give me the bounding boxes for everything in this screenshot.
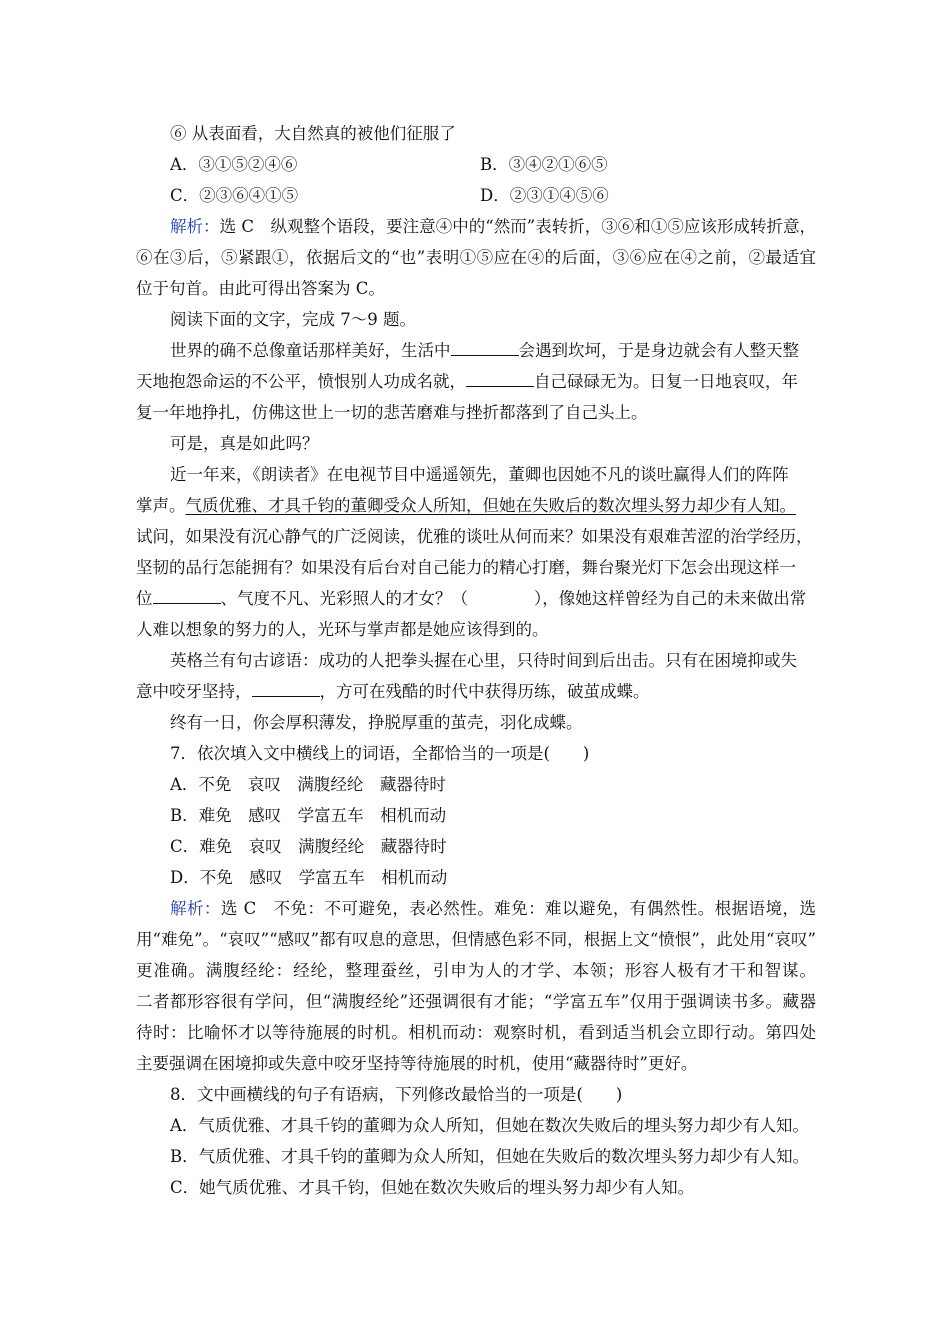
q6-analysis-line — [136, 211, 816, 242]
passage-text: 、气度不凡、光彩照人的才女？（ — [220, 589, 468, 608]
passage-text: 自己碌碌无为。日复一日地哀叹，年 — [534, 372, 798, 391]
analysis-label: 解析： — [170, 217, 220, 236]
passage-line — [136, 676, 816, 707]
q7-analysis-line: 主要强调在困境抑或失意中咬牙坚持等待施展的时机，使用“藏器待时”更好。 — [136, 1054, 698, 1073]
q6-analysis-line: 位于句首。由此可得出答案为 C。 — [136, 279, 385, 298]
q6-analysis-text: 选 C 纵观整个语段，要注意④中的“然而”表转折，③⑥和①⑤应该形成转折意， — [219, 217, 816, 236]
fill-blank-2 — [466, 368, 534, 387]
passage-line: 人难以想象的努力的人，光环与掌声都是她应该得到的。 — [136, 620, 549, 639]
q8-stem: 8．文中画横线的句子有语病，下列修改最恰当的一项是( ) — [170, 1085, 623, 1104]
q6-options-row-1 — [136, 149, 816, 180]
q8-option: A．气质优雅、才具千钧的董卿为众人所知，但她在数次失败后的埋头努力却少有人知。 — [170, 1116, 809, 1135]
q6-option-b: B．③④②①⑥⑤ — [480, 155, 608, 174]
analysis-label: 解析： — [170, 899, 221, 918]
q7-analysis-line: 二者都形容很有学问，但“满腹经纶”还强调很有才能；“学富五车”仅用于强调读书多。藏器 — [136, 992, 816, 1011]
fill-blank-4 — [252, 678, 320, 697]
q7-option: D．不免 感叹 学富五车 相机而动 — [170, 868, 448, 887]
passage-line — [136, 583, 816, 614]
q7-option: A．不免 哀叹 满腹经纶 藏器待时 — [170, 775, 446, 794]
q7-analysis-line — [136, 893, 816, 924]
reading-instruction: 阅读下面的文字，完成 7～9 题。 — [170, 310, 416, 329]
passage-line: 坚韧的品行怎能拥有？如果没有后台对自己能力的精心打磨，舞台聚光灯下怎会出现这样一 — [136, 558, 796, 577]
passage-line — [136, 490, 816, 521]
passage-line: 英格兰有句古谚语：成功的人把拳头握在心里，只待时间到后出击。只有在困境抑或失 — [170, 651, 797, 670]
q7-analysis-line: 用“难免”。“哀叹”“感叹”都有叹息的意思，但情感色彩不同，根据上文“愤恨”，此处用“哀叹” — [136, 930, 816, 949]
q7-analysis-text: 选 C 不免：不可避免，表必然性。难免：难以避免，有偶然性。根据语境，选 — [220, 899, 817, 918]
q7-option: C．难免 哀叹 满腹经纶 藏器待时 — [170, 837, 447, 856]
q7-stem: 7．依次填入文中横线上的词语，全都恰当的一项是( ) — [170, 744, 590, 763]
passage-text: 世界的确不总像童话那样美好，生活中 — [170, 341, 451, 360]
q8-option: C．她气质优雅、才具千钧，但她在数次失败后的埋头努力却少有人知。 — [170, 1178, 695, 1197]
q6-option-a: A．③①⑤②④⑥ — [170, 155, 298, 174]
passage-text: 掌声。 — [136, 496, 186, 515]
q6-option-c: C．②③⑥④①⑤ — [170, 186, 299, 205]
q7-analysis-line: 更准确。满腹经纶：经纶，整理蚕丝，引申为人的才学、本领；形容人极有才干和智谋。 — [136, 961, 816, 980]
passage-text: ，方可在残酷的时代中获得历练，破茧成蝶。 — [319, 682, 650, 701]
passage-text: 意中咬牙坚持， — [136, 682, 252, 701]
passage-line: 可是，真是如此吗？ — [170, 434, 319, 453]
q6-options-row-2 — [136, 180, 816, 211]
q7-analysis-line: 待时：比喻怀才以等待施展的时机。相机而动：观察时机，看到适当机会立即行动。第四处 — [136, 1023, 816, 1042]
passage-text: 天地抱怨命运的不公平，愤恨别人功成名就， — [136, 372, 466, 391]
q6-analysis-line: ⑥在③后，⑤紧跟①，依据后文的“也”表明①⑤应在④的后面，③⑥应在④之前，②最适宜 — [136, 248, 816, 267]
passage-line: 试问，如果没有沉心静气的广泛阅读，优雅的谈吐从何而来？如果没有艰难苦涩的治学经历， — [136, 527, 813, 546]
passage-line: 终有一日，你会厚积薄发，挣脱厚重的茧壳，羽化成蝶。 — [170, 713, 583, 732]
passage-text: 位 — [136, 589, 153, 608]
underlined-sentence: 气质优雅、才具千钧的董卿受众人所知，但她在失败后的数次埋头努力却少有人知。 — [185, 496, 796, 515]
passage-line: 近一年来，《朗读者》在电视节目中遥遥领先，董卿也因她不凡的谈吐赢得人们的阵阵 — [170, 465, 789, 484]
q6-option-d: D．②③①④⑤⑥ — [480, 186, 609, 205]
passage-line: 复一年地挣扎，仿佛这世上一切的悲苦磨难与挫折都落到了自己头上。 — [136, 403, 648, 422]
document-page — [136, 118, 816, 1203]
passage-line — [136, 366, 816, 397]
passage-line — [136, 335, 816, 366]
fill-blank-1 — [451, 337, 519, 356]
passage-text: 会遇到坎坷，于是身边就会有人整天整 — [518, 341, 799, 360]
passage-text: ），像她这样曾经为自己的未来做出常 — [534, 589, 807, 608]
sentence-item-6: ⑥ 从表面看，大自然真的被他们征服了 — [170, 124, 456, 143]
q7-option: B．难免 感叹 学富五车 相机而动 — [170, 806, 447, 825]
fill-blank-3 — [153, 585, 221, 604]
q8-option: B．气质优雅、才具千钧的董卿为众人所知，但她在失败后的数次埋头努力却少有人知。 — [170, 1147, 810, 1166]
